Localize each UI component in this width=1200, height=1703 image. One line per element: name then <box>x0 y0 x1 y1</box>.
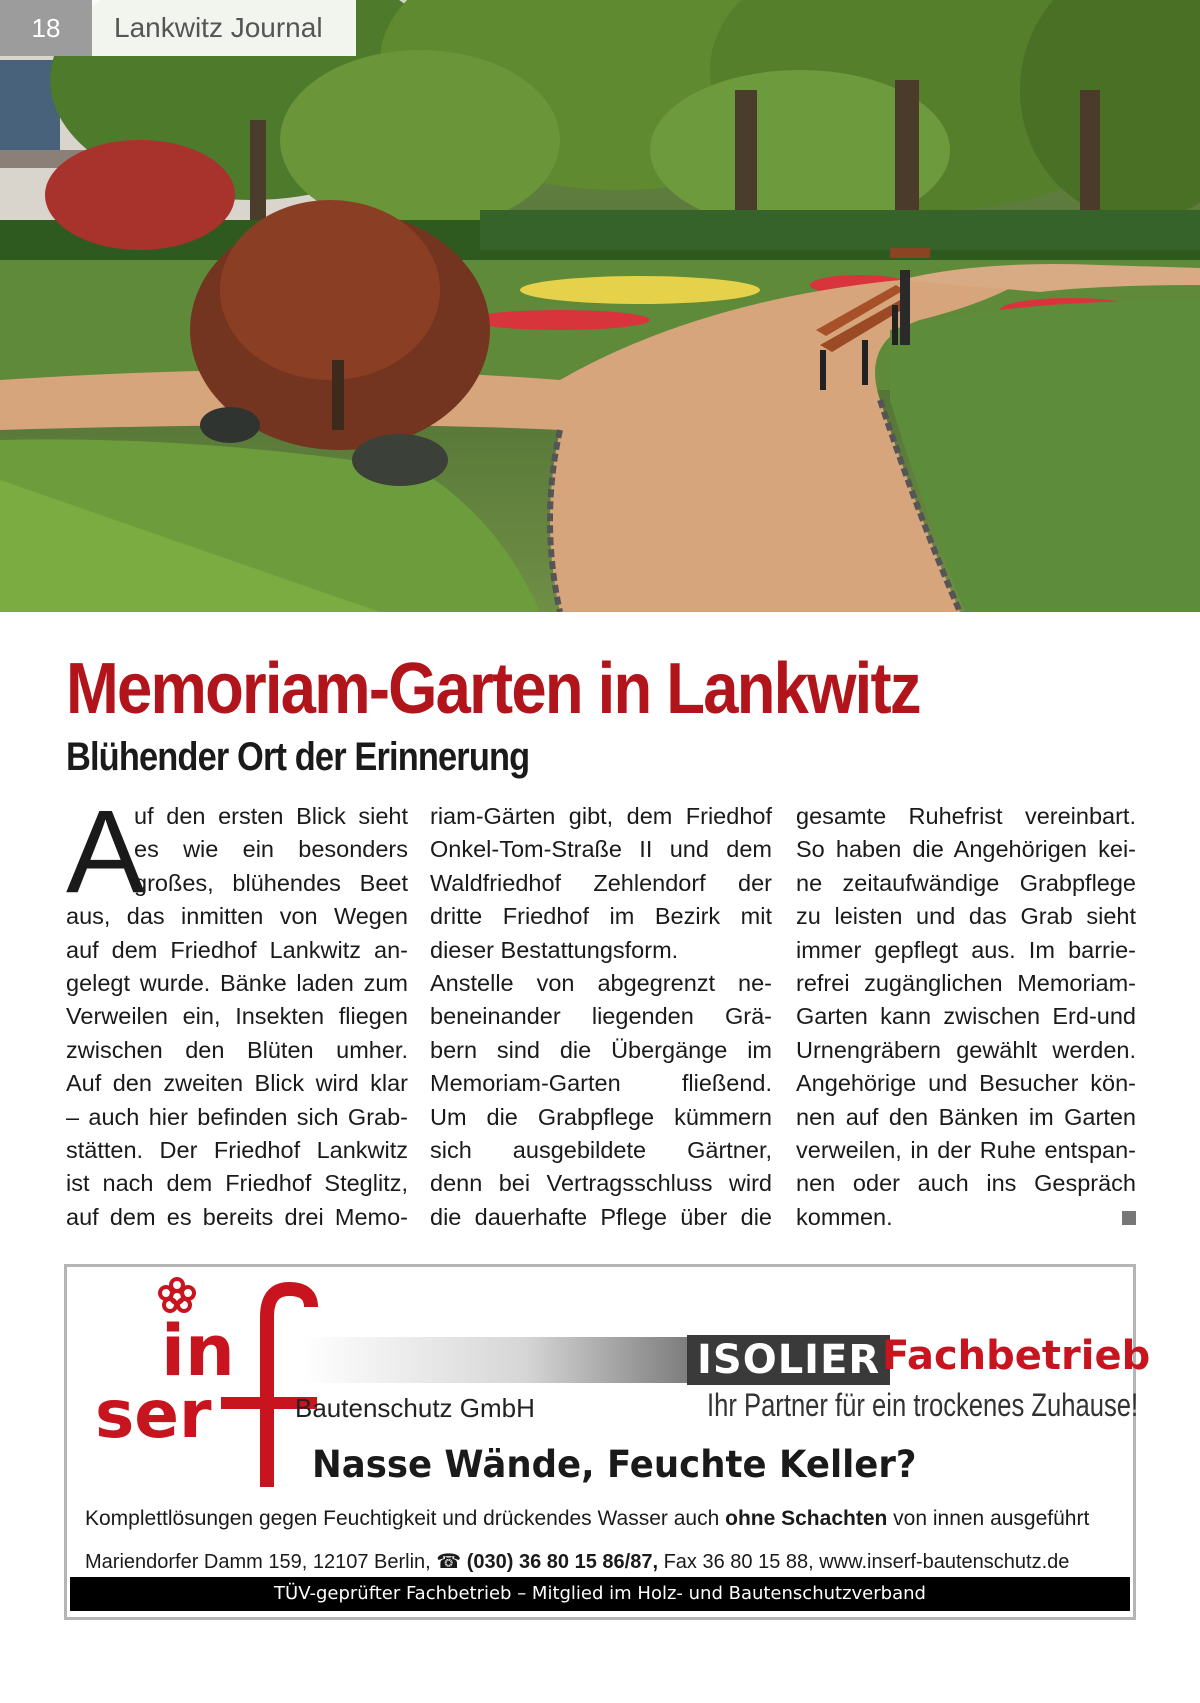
journal-name: Lankwitz Journal <box>92 0 356 56</box>
text-line: So haben die Angehörigen kei- <box>796 836 1136 863</box>
phone-icon: ☎ <box>436 1551 462 1573</box>
text-line: nen oder auch ins Gespräch <box>796 1170 1136 1197</box>
article-column-2 <box>430 800 772 1234</box>
text-line: aus, das inmitten von Wegen <box>66 903 408 930</box>
text-line: riam-Gärten gibt, dem Friedhof <box>430 803 772 829</box>
text-line: gesamte Ruhefrist vereinbart. <box>796 803 1136 829</box>
garden-photo-illustration <box>0 0 1200 612</box>
svg-text:ser: ser <box>95 1376 212 1453</box>
ad-footer-bar: TÜV-geprüfter Fachbetrieb – Mitglied im Holz- und Bautenschutzverband <box>70 1577 1130 1611</box>
text-line: Waldfriedhof Zehlendorf der <box>430 869 772 896</box>
text-line: zu leisten und das Grab sieht <box>796 903 1136 930</box>
text-line: Auf den zweiten Blick wird klar <box>66 1070 408 1097</box>
ad-contact-line <box>85 1549 1069 1574</box>
text-line: immer gepflegt aus. Im barrie- <box>796 936 1136 963</box>
isolier-label: ISOLIER <box>687 1335 890 1385</box>
ad-slogan: Ihr Partner für ein trockenes Zuhause! <box>707 1387 1139 1423</box>
text-line: ne zeitaufwändige Grabpflege <box>796 869 1136 896</box>
text-line: auf dem Friedhof Lankwitz an- <box>66 936 408 963</box>
text-line: großes, blühendes Beet <box>134 869 408 896</box>
text-line: verweilen, in der Ruhe entspan- <box>796 1136 1136 1163</box>
text-line: bern sind die Übergänge im <box>430 1036 772 1063</box>
ad-headline: Nasse Wände, Feuchte Keller? <box>312 1443 917 1486</box>
text-line-final <box>796 1201 1136 1234</box>
text-line: – auch hier befinden sich Grab- <box>66 1103 408 1130</box>
advertisement[interactable] <box>64 1264 1151 1620</box>
ad-fax-web[interactable]: Fax 36 80 15 88, www.inserf-bautenschutz.de <box>658 1551 1070 1573</box>
article-photo <box>0 0 1200 612</box>
drop-cap: A <box>66 786 145 918</box>
text-line: uf den ersten Blick sieht <box>134 803 408 829</box>
text-line: dritte Friedhof im Bezirk mit <box>430 903 772 930</box>
article-title: Memoriam-Garten in Lankwitz <box>66 649 920 729</box>
text-line: Angehörige und Besucher kön- <box>796 1070 1136 1097</box>
ad-phone[interactable]: (030) 36 80 15 86/87, <box>461 1551 659 1573</box>
text-line: stätten. Der Friedhof Lankwitz <box>66 1136 408 1163</box>
text-line: refrei zugänglichen Memoriam- <box>796 969 1136 996</box>
text-line: Verweilen ein, Insekten fliegen <box>66 1003 408 1030</box>
text-line: sich ausgebildete Gärtner, <box>430 1136 772 1163</box>
ad-services-highlight: ohne Schachten <box>725 1507 888 1530</box>
ad-address: Mariendorfer Damm 159, 12107 Berlin, <box>85 1551 437 1573</box>
text-line-final-text: kommen. <box>796 1203 893 1230</box>
company-name: Bautenschutz GmbH <box>295 1393 535 1423</box>
text-line: Um die Grabpflege kümmern <box>430 1103 772 1130</box>
text-line: denn bei Vertragsschluss wird <box>430 1170 772 1197</box>
end-of-article-icon <box>1122 1211 1136 1225</box>
text-line: auf dem es bereits drei Memo- <box>66 1203 408 1230</box>
text-line: zwischen den Blüten umher. <box>66 1036 408 1063</box>
fachbetrieb-label: Fachbetrieb <box>882 1333 1151 1379</box>
ad-services-text: Komplettlösungen gegen Feuchtigkeit und drückendes Wasser auch <box>85 1507 726 1530</box>
text-line: Garten kann zwischen Erd-und <box>796 1003 1136 1030</box>
text-line: dieser Bestattungsform. <box>430 936 679 963</box>
text-line: die dauerhafte Pflege über die <box>430 1203 772 1230</box>
text-line: Anstelle von abgegrenzt ne- <box>430 969 772 996</box>
text-line: Onkel-Tom-Straße II und dem <box>430 836 772 863</box>
ad-services-line <box>85 1507 1089 1531</box>
page-number: 18 <box>0 0 92 56</box>
svg-text:in: in <box>161 1310 235 1392</box>
text-line: gelegt wurde. Bänke laden zum <box>66 969 408 996</box>
article-subtitle: Blühender Ort der Erinnerung <box>66 735 530 779</box>
article-column-3 <box>796 800 1136 1234</box>
text-line: ist nach dem Friedhof Steglitz, <box>66 1170 408 1197</box>
text-line: es wie ein besonders <box>134 836 408 863</box>
inserf-logo <box>89 1277 319 1497</box>
page-header-tab <box>0 0 356 56</box>
article-column-1 <box>66 786 408 1234</box>
text-line: Memoriam-Garten fließend. <box>430 1070 772 1097</box>
text-line: nen auf den Bänken im Garten <box>796 1103 1136 1130</box>
flower-icon <box>160 1279 194 1311</box>
text-line: beneinander liegenden Grä- <box>430 1003 772 1030</box>
text-line: Urnengräbern gewählt werden. <box>796 1036 1136 1063</box>
ad-services-text-end: von innen ausgeführt <box>887 1507 1090 1530</box>
